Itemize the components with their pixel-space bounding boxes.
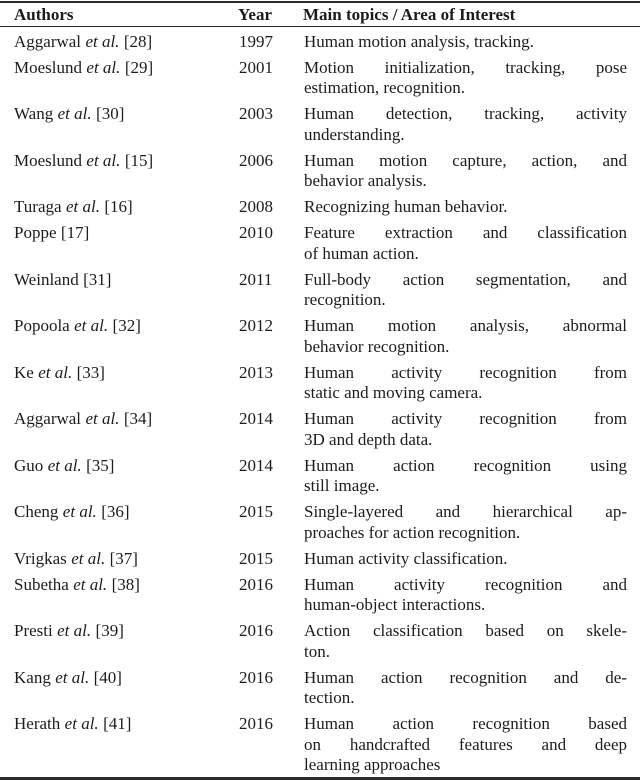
topic-cell [303, 312, 640, 359]
topic-line: Single-layered and hierarchical ap- [304, 502, 627, 521]
year-cell: 2001 [239, 57, 273, 77]
topic-line: Human action recognition using [304, 455, 627, 475]
year-cell: 2015 [239, 548, 273, 568]
topic-line: tection. [304, 688, 355, 707]
table-row [0, 219, 640, 266]
topic-line: Human activity recognition from [304, 362, 627, 382]
author-cell [0, 617, 238, 664]
header-row [0, 2, 640, 27]
table-row [0, 570, 640, 617]
citation-ref: [16] [104, 197, 133, 216]
topic-cell [303, 617, 640, 664]
table-row [0, 544, 640, 570]
author-etal: et al. [86, 57, 121, 77]
author-cell [0, 663, 238, 710]
topic-cell [303, 193, 640, 219]
author-etal: et al. [47, 455, 82, 475]
topic-line: behavior recognition. [304, 336, 450, 356]
topic-line: Human action recognition and de- [304, 667, 627, 687]
author-name: Popoola [14, 316, 70, 335]
author-name: Weinland [14, 269, 79, 289]
author-cell [0, 193, 238, 219]
year-cell: 2008 [239, 197, 273, 216]
year-cell: 1997 [239, 31, 273, 51]
author-cell [0, 53, 238, 100]
author-cell [0, 544, 238, 570]
citation-ref: [33] [76, 362, 105, 382]
topic-line: Human motion analysis, abnormal [304, 316, 627, 335]
topic-cell [303, 710, 640, 779]
citation-ref: [15] [124, 150, 154, 170]
author-name: Guo [14, 455, 44, 475]
topic-line: proaches for action recognition. [304, 522, 521, 542]
table-row [0, 358, 640, 405]
author-name: Vrigkas [14, 548, 67, 568]
author-name: Moeslund [14, 150, 82, 170]
topic-line: Human action recognition based [304, 714, 627, 733]
author-etal: et al. [57, 104, 92, 123]
table-row [0, 312, 640, 359]
citation-ref: [35] [86, 455, 115, 475]
author-etal: et al. [85, 409, 120, 428]
col-header-year: Year [238, 2, 303, 27]
author-cell [0, 358, 238, 405]
table-row [0, 146, 640, 193]
topic-line: 3D and depth data. [304, 429, 433, 449]
author-etal: et al. [64, 714, 99, 733]
table-row [0, 451, 640, 498]
author-etal: et al. [65, 197, 100, 216]
author-etal: et al. [55, 667, 90, 687]
topic-cell [303, 498, 640, 545]
topic-line: estimation, recognition. [304, 78, 465, 97]
author-cell [0, 710, 238, 779]
citation-ref: [39] [95, 621, 124, 640]
table-row [0, 100, 640, 147]
author-etal: et al. [71, 548, 106, 568]
topic-line: Motion initialization, tracking, pose [304, 57, 627, 77]
author-cell [0, 219, 238, 266]
topic-cell [303, 219, 640, 266]
topic-line: recognition. [304, 290, 386, 309]
year-cell: 2003 [239, 104, 273, 123]
author-name: Aggarwal [14, 409, 82, 428]
topic-line: Action classification based on skele- [304, 621, 627, 640]
topic-line: ton. [304, 641, 330, 661]
topic-cell [303, 53, 640, 100]
year-cell: 2016 [239, 621, 273, 640]
citation-ref: [17] [60, 223, 90, 242]
year-cell: 2014 [239, 455, 273, 475]
table-row [0, 193, 640, 219]
author-etal: et al. [62, 502, 97, 521]
topic-cell [303, 146, 640, 193]
year-cell: 2015 [239, 502, 273, 521]
table-row [0, 53, 640, 100]
table-row [0, 498, 640, 545]
topic-line: understanding. [304, 124, 405, 144]
topic-line: Human motion analysis, tracking. [304, 31, 534, 51]
author-etal: et al. [57, 621, 92, 640]
citation-ref: [37] [109, 548, 138, 568]
author-cell [0, 146, 238, 193]
topic-line: Feature extraction and classification [304, 223, 627, 242]
table-row [0, 27, 640, 54]
topic-cell [303, 265, 640, 312]
author-name: Poppe [14, 223, 57, 242]
table-row [0, 617, 640, 664]
author-cell [0, 405, 238, 452]
author-cell [0, 570, 238, 617]
author-name: Kang [14, 667, 51, 687]
topic-line: Human activity classification. [304, 548, 508, 568]
topic-line: of human action. [304, 243, 419, 263]
topic-cell [303, 451, 640, 498]
citation-ref: [28] [123, 31, 153, 51]
table-row [0, 265, 640, 312]
topic-line: Human activity recognition from [304, 409, 627, 428]
topic-line: static and moving camera. [304, 383, 483, 402]
table-row [0, 405, 640, 452]
topic-line: Human motion capture, action, and [304, 150, 627, 170]
topic-line: Human activity recognition and [304, 574, 627, 594]
author-cell [0, 265, 238, 312]
year-cell: 2012 [239, 316, 273, 335]
author-name: Turaga [14, 197, 62, 216]
author-name: Ke [14, 362, 34, 382]
author-name: Presti [14, 621, 53, 640]
topic-cell [303, 358, 640, 405]
author-name: Wang [14, 104, 54, 123]
topic-cell [303, 570, 640, 617]
table-row [0, 710, 640, 779]
year-cell: 2016 [239, 667, 273, 687]
author-etal: et al. [74, 316, 109, 335]
year-cell: 2016 [239, 714, 273, 733]
topic-line: learning approaches [304, 755, 441, 774]
year-cell: 2014 [239, 409, 273, 428]
topic-cell [303, 544, 640, 570]
topic-line: behavior analysis. [304, 171, 427, 190]
author-cell [0, 27, 238, 54]
author-name: Herath [14, 714, 61, 733]
col-header-topics: Main topics / Area of Interest [303, 2, 640, 27]
topic-cell [303, 663, 640, 710]
table-row [0, 663, 640, 710]
citation-ref: [30] [96, 104, 125, 123]
topic-line: still image. [304, 476, 380, 495]
citation-ref: [32] [112, 316, 141, 335]
topic-cell [303, 27, 640, 54]
author-name: Aggarwal [14, 31, 82, 51]
citation-ref: [36] [101, 502, 130, 521]
author-name: Moeslund [14, 57, 82, 77]
citation-ref: [41] [103, 714, 132, 733]
year-cell: 2010 [239, 223, 273, 242]
topic-line: Full-body action segmentation, and [304, 269, 627, 289]
topic-cell [303, 100, 640, 147]
year-cell: 2013 [239, 362, 273, 382]
author-cell [0, 451, 238, 498]
year-cell: 2011 [239, 269, 273, 289]
topic-line: on handcrafted features and deep [304, 734, 627, 754]
author-etal: et al. [85, 31, 120, 51]
author-etal: et al. [86, 150, 121, 170]
author-name: Subetha [14, 574, 69, 594]
year-cell: 2016 [239, 574, 273, 594]
citation-ref: [34] [123, 409, 153, 428]
topic-cell [303, 405, 640, 452]
author-cell [0, 498, 238, 545]
author-cell [0, 312, 238, 359]
citation-ref: [38] [111, 574, 140, 594]
survey-table [0, 1, 640, 780]
topic-line: Human detection, tracking, activity [304, 104, 627, 123]
citation-ref: [31] [83, 269, 112, 289]
topic-line: Recognizing human behavior. [304, 197, 508, 216]
citation-ref: [40] [93, 667, 122, 687]
col-header-authors: Authors [0, 2, 238, 27]
year-cell: 2006 [239, 150, 273, 170]
author-name: Cheng [14, 502, 59, 521]
citation-ref: [29] [124, 57, 154, 77]
author-etal: et al. [38, 362, 73, 382]
topic-line: human-object interactions. [304, 595, 486, 614]
author-etal: et al. [73, 574, 108, 594]
author-cell [0, 100, 238, 147]
